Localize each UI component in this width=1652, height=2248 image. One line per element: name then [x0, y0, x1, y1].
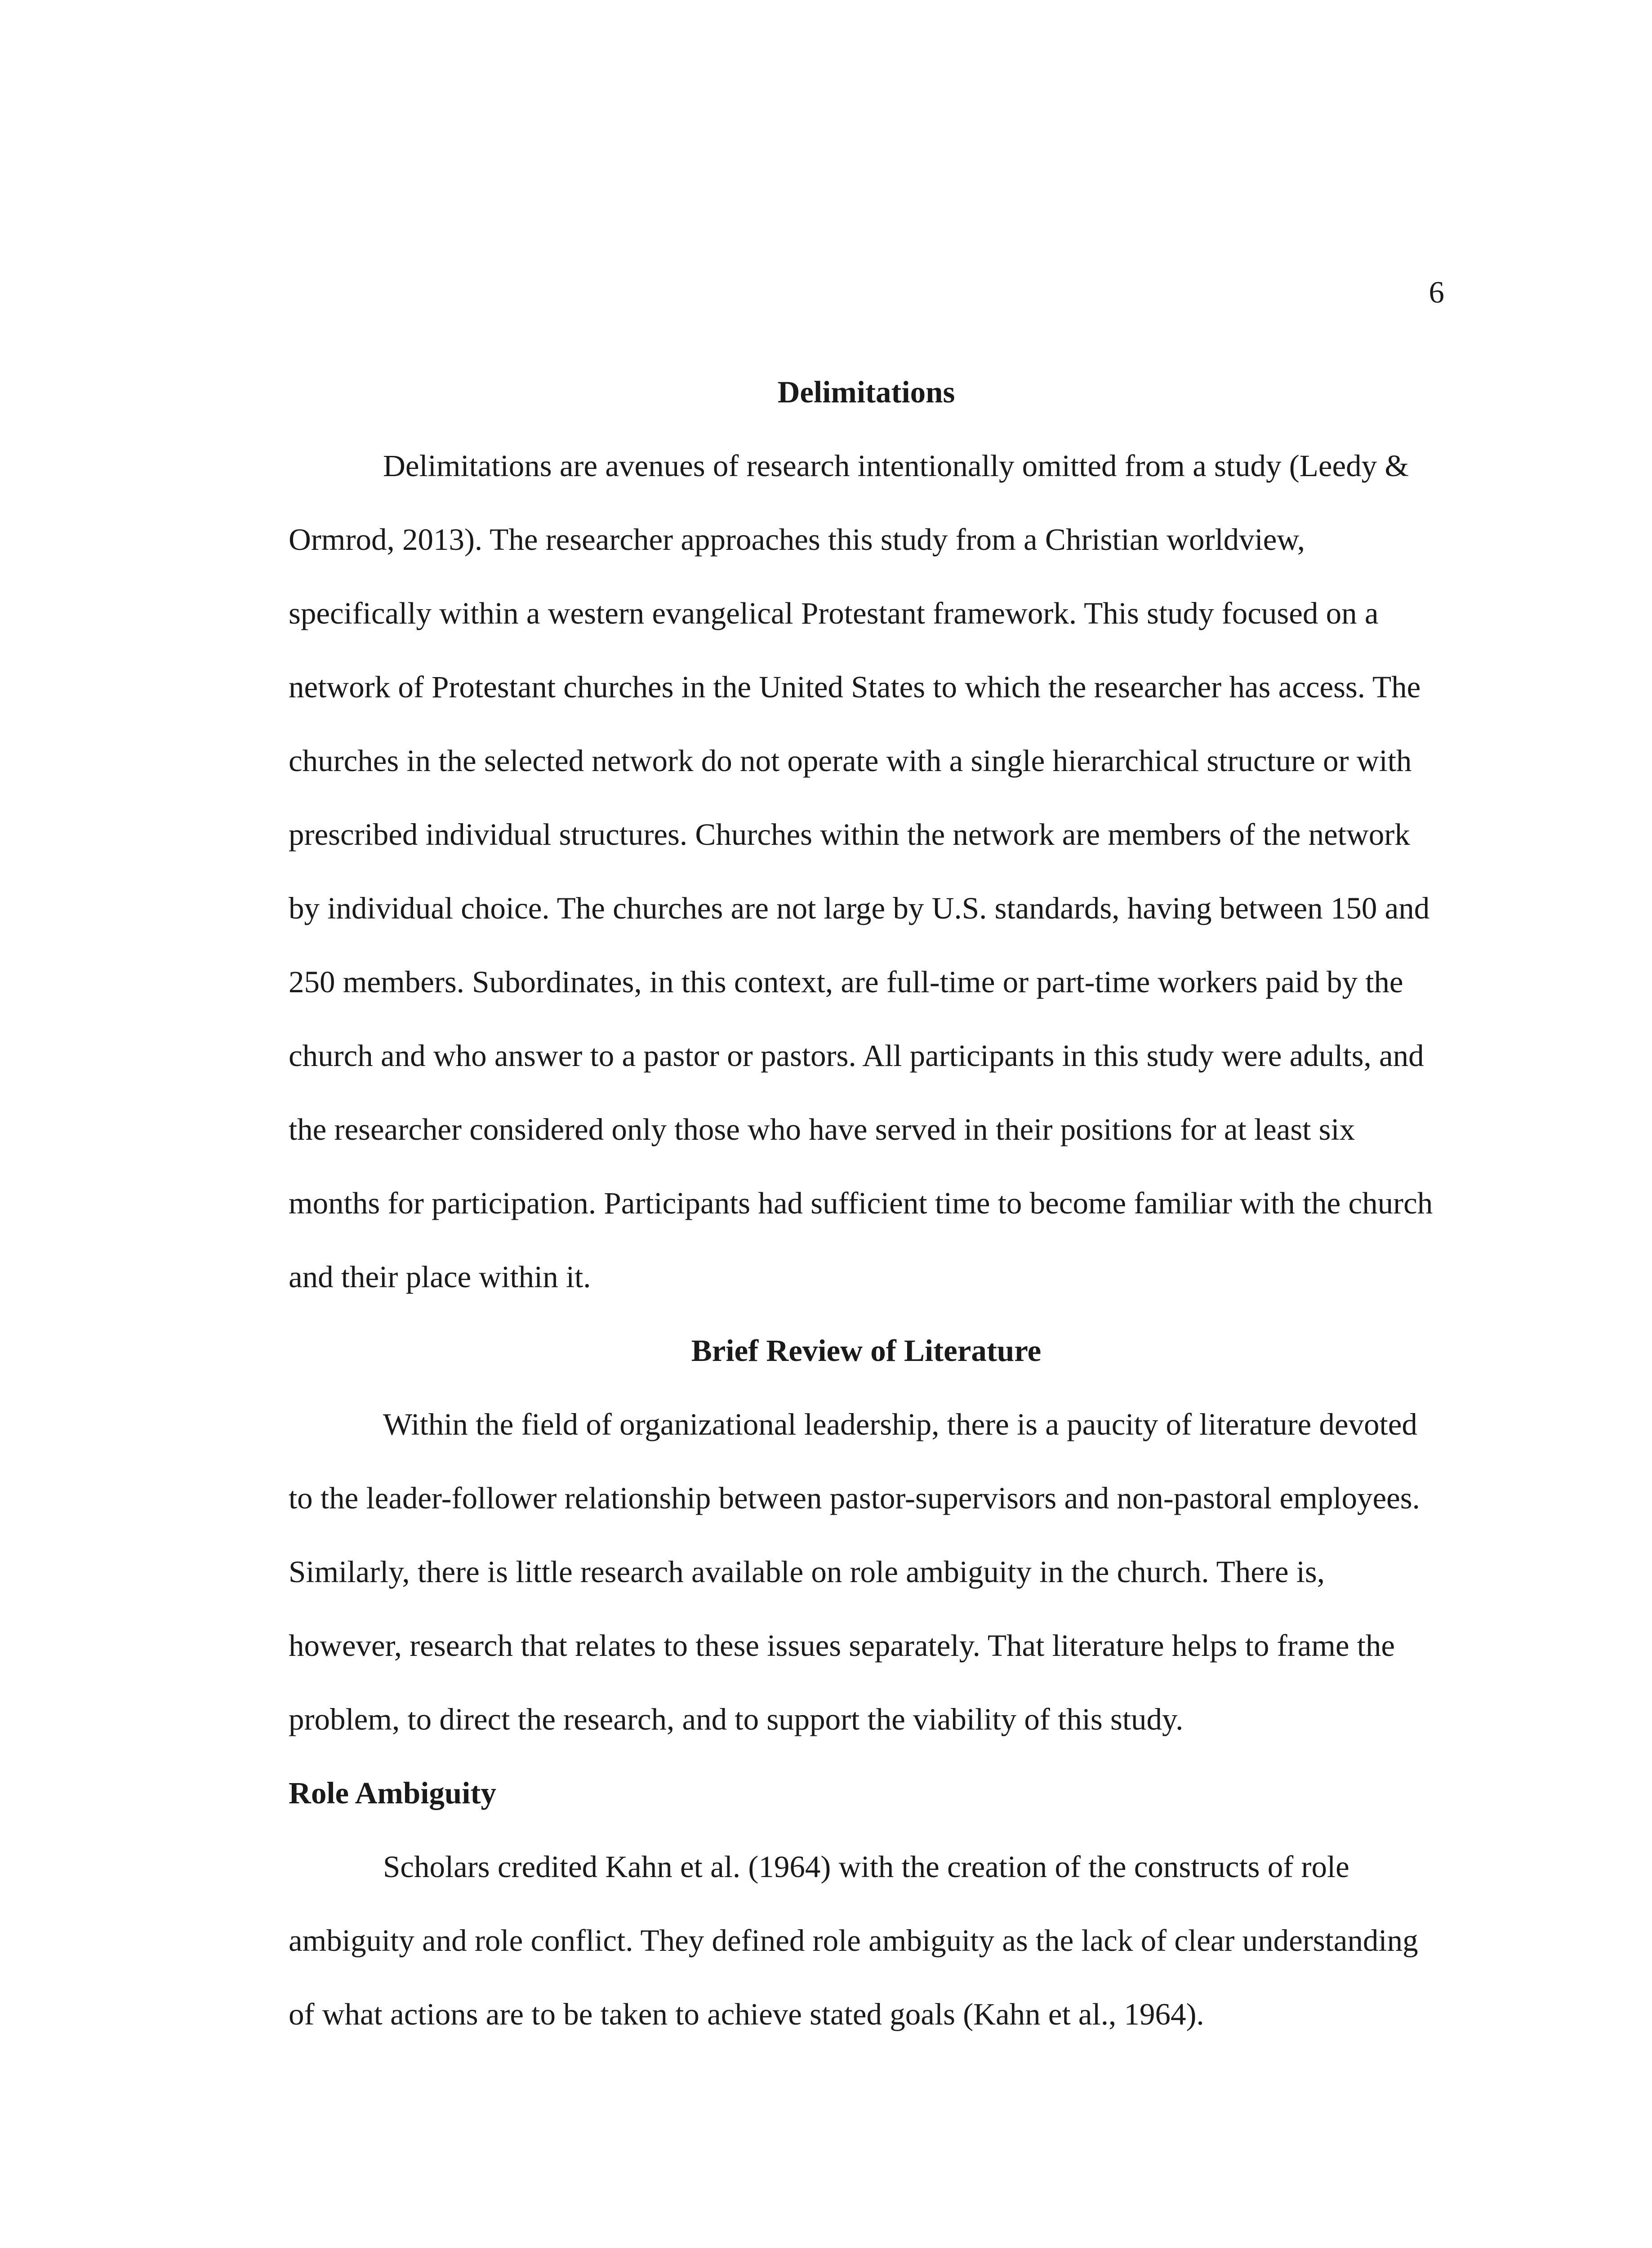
delimitations-paragraph: Delimitations are avenues of research intentionally omitted from a study (Leedy & Ormrod, 2013). The researcher approaches this study from a Christian worldview, specifically within a western evangelical Protestant framework. This study focused on a network of Protestant churches in the United States to which the researcher has access. The churches in the selected network do not operate with a single hierarchical structure or with prescribed individual structures. Churches within the network are members of the network by individual choice. The churches are not large by U.S. standards, having between 150 and 250 members. Subordinates, in this context, are full-time or part-time workers paid by the church and who answer to a pastor or pastors. All participants in this study were adults, and the researcher considered only those who have served in their positions for at least six months for participation. Participants had sufficient time to become familiar with the church and their place within it. — [289, 449, 1433, 1294]
literature-review-paragraph: Within the field of organizational leadership, there is a paucity of literature devoted to the leader-follower relationship between pastor-supervisors and non-pastoral employees. Similarly, there is little research available on role ambiguity in the church. There is, however, research that relates to these issues separately. That literature helps to frame the problem, to direct the research, and to support the viability of this study. — [289, 1407, 1420, 1736]
literature-review-heading: Brief Review of Literature — [691, 1334, 1042, 1368]
document-body — [289, 355, 1444, 2051]
role-ambiguity-heading: Role Ambiguity — [289, 1776, 496, 1810]
role-ambiguity-paragraph: Scholars credited Kahn et al. (1964) with the creation of the constructs of role ambiguity and role conflict. They defined role ambiguity as the lack of clear understanding of what actions are to be taken to achieve stated goals (Kahn et al., 1964). — [289, 1850, 1418, 2031]
page-number: 6 — [1429, 275, 1444, 309]
delimitations-heading: Delimitations — [777, 375, 955, 409]
